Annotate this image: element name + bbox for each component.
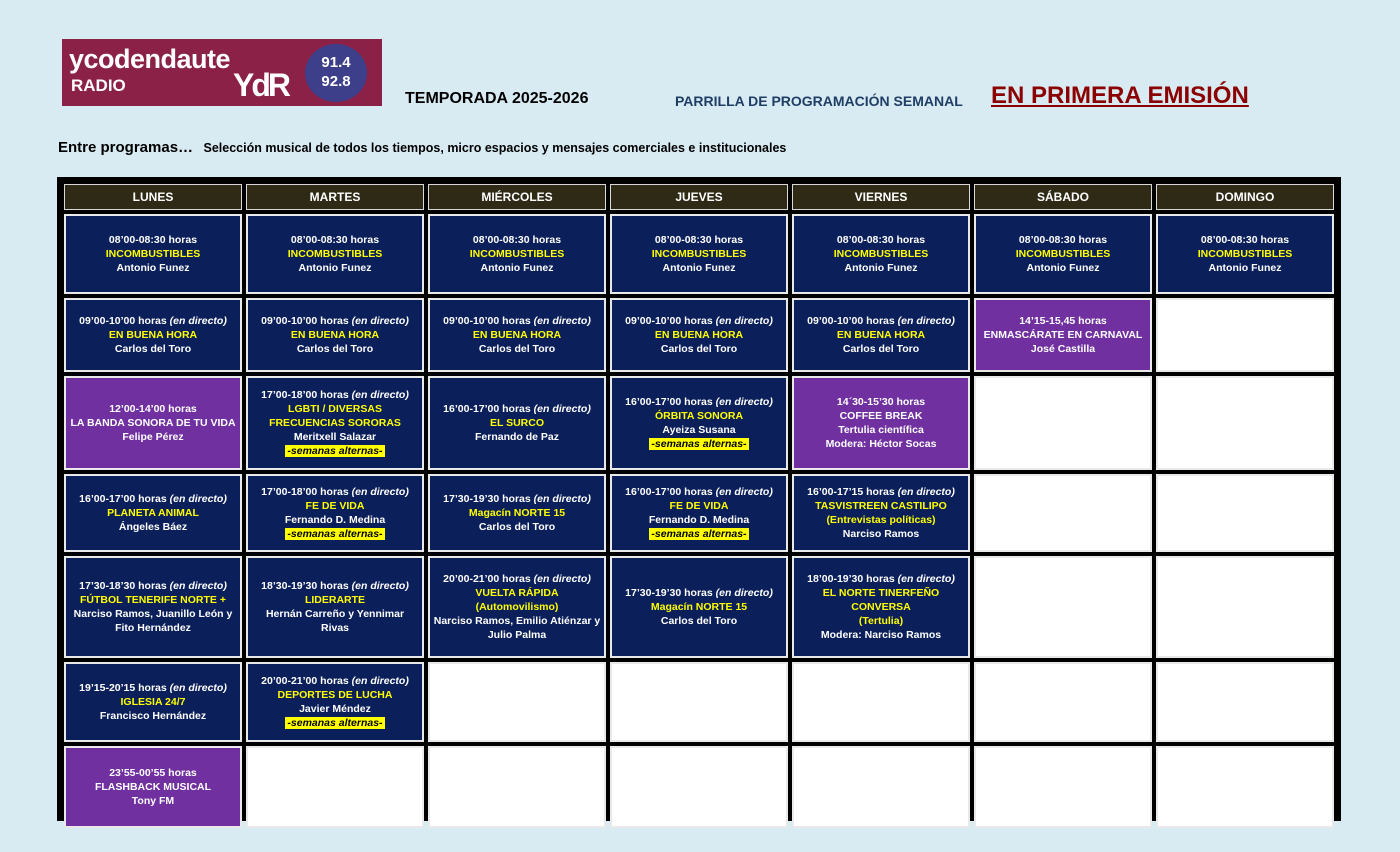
logo-radio-text: RADIO	[71, 76, 126, 95]
program-cell	[610, 298, 788, 372]
program-time: 14´30-15’30 horas	[836, 396, 926, 408]
weekly-schedule-grid	[57, 177, 1341, 821]
program-cell	[246, 214, 424, 294]
program-title: ÓRBITA SONORA	[654, 410, 744, 422]
radio-logo	[62, 39, 382, 106]
alternate-weeks-badge: -semanas alternas-	[287, 445, 383, 457]
schedule-subtitle: PARRILLA DE PROGRAMACIÓN SEMANAL	[675, 93, 963, 109]
live-label: (en directo)	[897, 486, 955, 498]
program-time: 09’00-10’00 horas (en directo)	[79, 315, 227, 327]
empty-cell	[246, 746, 424, 828]
day-header-miercoles: MIÉRCOLES	[428, 184, 606, 210]
program-cell	[792, 556, 970, 658]
program-time: 18’00-19’30 horas (en directo)	[807, 573, 955, 585]
program-time: 14’15-15,45 horas	[1019, 315, 1107, 327]
program-time: 17’30-19’30 horas (en directo)	[443, 493, 591, 505]
empty-cell	[974, 746, 1152, 828]
empty-cell	[974, 474, 1152, 552]
program-cell	[610, 474, 788, 552]
program-title: EL SURCO	[489, 417, 545, 429]
program-title: LA BANDA SONORA DE TU VIDA	[70, 417, 236, 429]
program-host: Carlos del Toro	[842, 343, 920, 355]
program-cell	[428, 298, 606, 372]
empty-cell	[610, 662, 788, 742]
program-host: Antonio Funez	[662, 262, 736, 274]
program-title: EN BUENA HORA	[108, 329, 198, 341]
program-host: Carlos del Toro	[660, 343, 738, 355]
alternate-weeks-badge: -semanas alternas-	[651, 438, 747, 450]
empty-cell	[792, 746, 970, 828]
live-label: (en directo)	[715, 396, 773, 408]
program-cell	[428, 376, 606, 470]
logo-ydr-text: YdR	[233, 67, 288, 103]
program-cell	[428, 214, 606, 294]
program-title: IGLESIA 24/7	[120, 696, 186, 708]
program-host: Carlos del Toro	[478, 521, 556, 533]
live-label: (en directo)	[169, 682, 227, 694]
program-time: 17’30-19’30 horas (en directo)	[625, 587, 773, 599]
program-time: 16’00-17’00 horas (en directo)	[625, 396, 773, 408]
program-cell	[1156, 214, 1334, 294]
season-label: TEMPORADA 2025-2026	[405, 90, 589, 107]
live-label: (en directo)	[715, 486, 773, 498]
program-time: 09’00-10’00 horas (en directo)	[807, 315, 955, 327]
program-host: Antonio Funez	[480, 262, 554, 274]
program-time: 17’30-18’30 horas (en directo)	[79, 580, 227, 592]
empty-cell	[974, 662, 1152, 742]
between-programs-text: Selección musical de todos los tiempos, micro espacios y mensajes comerciales e institucionales	[203, 141, 787, 155]
program-host: Narciso Ramos	[842, 528, 920, 540]
program-cell	[610, 214, 788, 294]
logo-frequency-2: 92.8	[321, 73, 351, 90]
program-cell	[974, 298, 1152, 372]
live-label: (en directo)	[351, 389, 409, 401]
program-host: Antonio Funez	[298, 262, 372, 274]
program-title: LIDERARTE	[304, 594, 366, 606]
program-cell	[428, 556, 606, 658]
program-time: 23’55-00’55 horas	[109, 767, 197, 779]
empty-cell	[1156, 474, 1334, 552]
program-time: 09’00-10’00 horas (en directo)	[261, 315, 409, 327]
program-cell	[64, 662, 242, 742]
live-label: (en directo)	[351, 486, 409, 498]
program-title-line2: (Tertulia)	[858, 615, 904, 627]
program-host: Meritxell Salazar	[293, 431, 377, 443]
alternate-weeks-badge: -semanas alternas-	[287, 717, 383, 729]
program-cell	[792, 214, 970, 294]
empty-cell	[1156, 662, 1334, 742]
program-title: Magacín NORTE 15	[468, 507, 566, 519]
logo-brand-text: ycodendaute	[69, 44, 231, 74]
program-cell	[792, 474, 970, 552]
program-title: INCOMBUSTIBLES	[469, 248, 565, 260]
program-cell	[64, 746, 242, 828]
program-host: Narciso Ramos, Emilio Atiénzar y	[433, 615, 601, 627]
program-time: 17’00-18’00 horas (en directo)	[261, 486, 409, 498]
program-host: Hernán Carreño y Yennimar Rivas	[265, 608, 405, 634]
live-label: (en directo)	[897, 573, 955, 585]
program-title: PLANETA ANIMAL	[107, 507, 199, 519]
program-host-line2: Modera: Héctor Socas	[825, 438, 937, 450]
program-cell	[64, 556, 242, 658]
program-title: INCOMBUSTIBLES	[1015, 248, 1111, 260]
program-title: LGBTI / DIVERSAS	[288, 403, 382, 415]
program-cell	[64, 474, 242, 552]
program-host: Carlos del Toro	[660, 615, 738, 627]
live-label: (en directo)	[351, 580, 409, 592]
program-host: Modera: Narciso Ramos	[820, 629, 942, 641]
program-time: 12’00-14’00 horas	[109, 403, 197, 415]
program-time: 20’00-21’00 horas (en directo)	[443, 573, 591, 585]
program-cell	[792, 298, 970, 372]
day-header-lunes: LUNES	[64, 184, 242, 210]
program-host: Antonio Funez	[844, 262, 918, 274]
live-label: (en directo)	[533, 493, 591, 505]
program-title: FÚTBOL TENERIFE NORTE +	[80, 594, 226, 606]
program-time: 17’00-18’00 horas (en directo)	[261, 389, 409, 401]
live-label: (en directo)	[169, 493, 227, 505]
program-host: Carlos del Toro	[478, 343, 556, 355]
program-host: Carlos del Toro	[296, 343, 374, 355]
program-cell	[610, 556, 788, 658]
empty-cell	[1156, 298, 1334, 372]
empty-cell	[974, 556, 1152, 658]
program-title: FE DE VIDA	[305, 500, 365, 512]
program-cell	[64, 376, 242, 470]
program-host-line2: Fito Hernández	[115, 622, 191, 634]
logo-frequency-badge	[305, 44, 367, 102]
program-cell	[64, 298, 242, 372]
program-time: 08’00-08:30 horas	[108, 234, 198, 246]
program-title-line2: FRECUENCIAS SORORAS	[269, 417, 401, 429]
program-cell	[64, 214, 242, 294]
program-title: INCOMBUSTIBLES	[105, 248, 201, 260]
logo-frequency-1: 91.4	[321, 54, 351, 71]
empty-cell	[974, 376, 1152, 470]
program-cell	[974, 214, 1152, 294]
program-title: FLASHBACK MUSICAL	[94, 781, 212, 793]
empty-cell	[1156, 556, 1334, 658]
program-host: Javier Méndez	[299, 703, 371, 715]
day-header-martes: MARTES	[246, 184, 424, 210]
program-time: 09’00-10’00 horas (en directo)	[625, 315, 773, 327]
program-cell	[246, 556, 424, 658]
program-host: Ayeiza Susana	[662, 424, 736, 436]
alternate-weeks-badge: -semanas alternas-	[651, 528, 747, 540]
program-host: Antonio Funez	[1208, 262, 1282, 274]
program-time: 08’00-08:30 horas	[1018, 234, 1108, 246]
empty-cell	[792, 662, 970, 742]
program-host: Antonio Funez	[116, 262, 190, 274]
program-title: DEPORTES DE LUCHA	[277, 689, 393, 701]
live-label: (en directo)	[533, 573, 591, 585]
program-time: 20’00-21’00 horas (en directo)	[261, 675, 409, 687]
program-title: INCOMBUSTIBLES	[287, 248, 383, 260]
program-host: Carlos del Toro	[114, 343, 192, 355]
program-time: 08’00-08:30 horas	[654, 234, 744, 246]
program-host: Tertulia científica	[838, 424, 924, 436]
live-label: (en directo)	[169, 580, 227, 592]
program-title: VUELTA RÁPIDA (Automovilismo)	[475, 587, 559, 613]
empty-cell	[1156, 746, 1334, 828]
program-host: Ángeles Báez	[118, 521, 188, 533]
program-host-line2: Julio Palma	[487, 629, 547, 641]
program-title: EL NORTE TINERFEÑO CONVERSA	[822, 587, 940, 613]
program-cell	[610, 376, 788, 470]
program-time: 08’00-08:30 horas	[1200, 234, 1290, 246]
live-label: (en directo)	[351, 315, 409, 327]
program-host: Fernando D. Medina	[648, 514, 750, 526]
live-label: (en directo)	[533, 315, 591, 327]
program-cell	[792, 376, 970, 470]
program-time: 16’00-17’00 horas (en directo)	[625, 486, 773, 498]
program-title: EN BUENA HORA	[290, 329, 380, 341]
program-host: Fernando D. Medina	[284, 514, 386, 526]
program-host: Felipe Pérez	[122, 431, 184, 443]
day-header-viernes: VIERNES	[792, 184, 970, 210]
live-label: (en directo)	[897, 315, 955, 327]
day-header-sabado: SÁBADO	[974, 184, 1152, 210]
program-time: 18’30-19’30 horas (en directo)	[261, 580, 409, 592]
program-title: FE DE VIDA	[669, 500, 729, 512]
program-cell	[246, 376, 424, 470]
program-cell	[428, 474, 606, 552]
alternate-weeks-badge: -semanas alternas-	[287, 528, 383, 540]
empty-cell	[1156, 376, 1334, 470]
program-time: 16’00-17’15 horas (en directo)	[807, 486, 955, 498]
program-time: 19’15-20’15 horas (en directo)	[79, 682, 227, 694]
live-label: (en directo)	[715, 587, 773, 599]
program-title: INCOMBUSTIBLES	[651, 248, 747, 260]
program-title: COFFEE BREAK	[839, 410, 923, 422]
program-host: José Castilla	[1030, 343, 1096, 355]
program-host: Francisco Hernández	[99, 710, 207, 722]
day-header-jueves: JUEVES	[610, 184, 788, 210]
program-time: 16’00-17’00 horas (en directo)	[79, 493, 227, 505]
empty-cell	[428, 662, 606, 742]
empty-cell	[428, 746, 606, 828]
live-label: (en directo)	[533, 403, 591, 415]
program-host: Narciso Ramos, Juanillo León y	[73, 608, 233, 620]
program-time: 08’00-08:30 horas	[290, 234, 380, 246]
program-cell	[246, 474, 424, 552]
program-title: Magacín NORTE 15	[650, 601, 748, 613]
program-cell	[246, 662, 424, 742]
program-title: INCOMBUSTIBLES	[1197, 248, 1293, 260]
live-label: (en directo)	[715, 315, 773, 327]
program-title: EN BUENA HORA	[836, 329, 926, 341]
empty-cell	[610, 746, 788, 828]
program-time: 09’00-10’00 horas (en directo)	[443, 315, 591, 327]
day-header-domingo: DOMINGO	[1156, 184, 1334, 210]
program-cell	[246, 298, 424, 372]
program-title: TASVISTREEN CASTILIPO	[815, 500, 947, 512]
program-host: Tony FM	[131, 795, 175, 807]
program-title: ENMASCÁRATE EN CARNAVAL	[983, 329, 1143, 341]
between-programs-label: Entre programas…	[58, 139, 194, 156]
live-label: (en directo)	[169, 315, 227, 327]
schedule-title: EN PRIMERA EMISIÓN	[991, 82, 1249, 109]
program-time: 08’00-08:30 horas	[836, 234, 926, 246]
program-host: Antonio Funez	[1026, 262, 1100, 274]
program-title-line2: (Entrevistas políticas)	[826, 514, 936, 526]
program-time: 08’00-08:30 horas	[472, 234, 562, 246]
program-time: 16’00-17’00 horas (en directo)	[443, 403, 591, 415]
between-programs-note	[58, 139, 786, 157]
live-label: (en directo)	[351, 675, 409, 687]
program-host: Fernando de Paz	[474, 431, 559, 443]
program-title: EN BUENA HORA	[654, 329, 744, 341]
program-title: EN BUENA HORA	[472, 329, 562, 341]
program-title: INCOMBUSTIBLES	[833, 248, 929, 260]
